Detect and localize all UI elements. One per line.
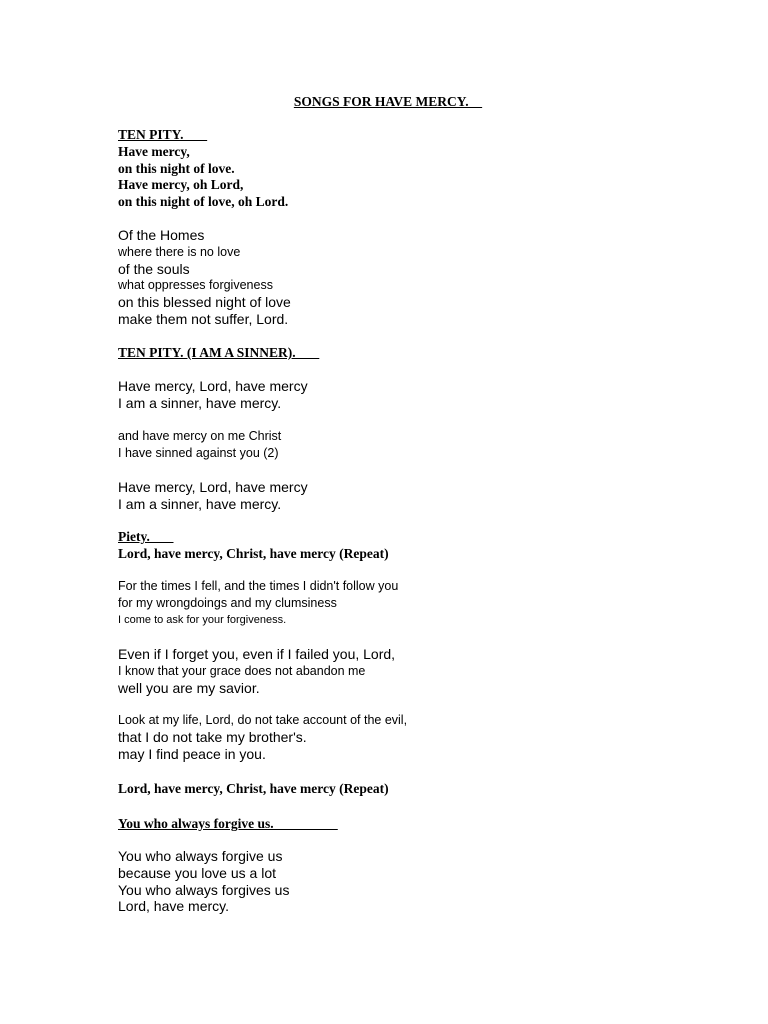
lyric-line: Have mercy, (118, 144, 190, 159)
song-1-verse (118, 227, 291, 328)
lyric-line: what oppresses forgiveness (118, 278, 273, 293)
lyric-line: I am a sinner, have mercy. (118, 495, 282, 512)
lyric-line: on this blessed night of love (118, 294, 291, 311)
lyric-line: Lord, have mercy. (118, 898, 230, 915)
lyric-line: well you are my savior. (118, 679, 260, 696)
song-heading-4 (118, 816, 338, 833)
lyric-line: I have sinned against you (2) (118, 445, 279, 460)
lyric-line: of the souls (118, 260, 190, 277)
lyric-line: Of the Homes (118, 227, 205, 243)
song-3-chorus-repeat (118, 781, 389, 798)
song-4-verse (118, 848, 289, 915)
song-3-verse-2 (118, 646, 395, 696)
lyric-line: Look at my life, Lord, do not take account of the evil, (118, 713, 408, 727)
lyric-line: I am a sinner, have mercy. (118, 394, 282, 411)
lyric-line: because you love us a lot (118, 864, 276, 881)
song-2-chorus-repeat (118, 479, 308, 513)
lyric-line: for my wrongdoings and my clumsiness (118, 595, 337, 610)
lyric-line: may I find peace in you. (118, 745, 266, 762)
lyric-line: Lord, have mercy, Christ, have mercy (Repeat) (118, 546, 389, 561)
lyric-line: where there is no love (118, 244, 241, 259)
lyric-line: on this night of love. (118, 160, 235, 176)
song-3-verse-3 (118, 712, 407, 762)
lyric-line: that I do not take my brother's. (118, 728, 307, 745)
lyric-line: and have mercy on me Christ (118, 429, 282, 443)
lyric-line: I know that your grace does not abandon me (118, 663, 366, 678)
song-heading-2 (118, 345, 319, 362)
song-title: TEN PITY. (I AM A SINNER). (118, 345, 320, 360)
lyric-line: Have mercy, oh Lord, (118, 177, 244, 193)
song-2-chorus (118, 378, 308, 412)
lyric-line: make them not suffer, Lord. (118, 310, 289, 327)
song-3-verse-1 (118, 578, 398, 628)
song-heading-3 (118, 529, 174, 546)
lyric-line: Have mercy, Lord, have mercy (118, 378, 308, 394)
lyric-line: on this night of love, oh Lord. (118, 193, 289, 209)
lyric-line: You who always forgive us (118, 848, 283, 864)
song-2-verse (118, 428, 281, 462)
document-title: SONGS FOR HAVE MERCY. (293, 94, 483, 109)
song-title: Piety. (118, 529, 174, 544)
lyric-line: Lord, have mercy, Christ, have mercy (Repeat) (118, 781, 389, 796)
lyric-line: For the times I fell, and the times I didn't follow you (118, 579, 399, 593)
song-title: You who always forgive us. (118, 816, 338, 831)
song-title: TEN PITY. (118, 127, 208, 142)
song-heading-1 (118, 127, 207, 144)
lyric-line: Have mercy, Lord, have mercy (118, 479, 308, 495)
song-1-chorus (118, 144, 288, 210)
lyric-line: I come to ask for your forgiveness. (118, 613, 287, 626)
lyric-line: You who always forgives us (118, 881, 290, 898)
lyric-line: Even if I forget you, even if I failed you, Lord, (118, 646, 396, 662)
song-3-chorus (118, 546, 389, 563)
